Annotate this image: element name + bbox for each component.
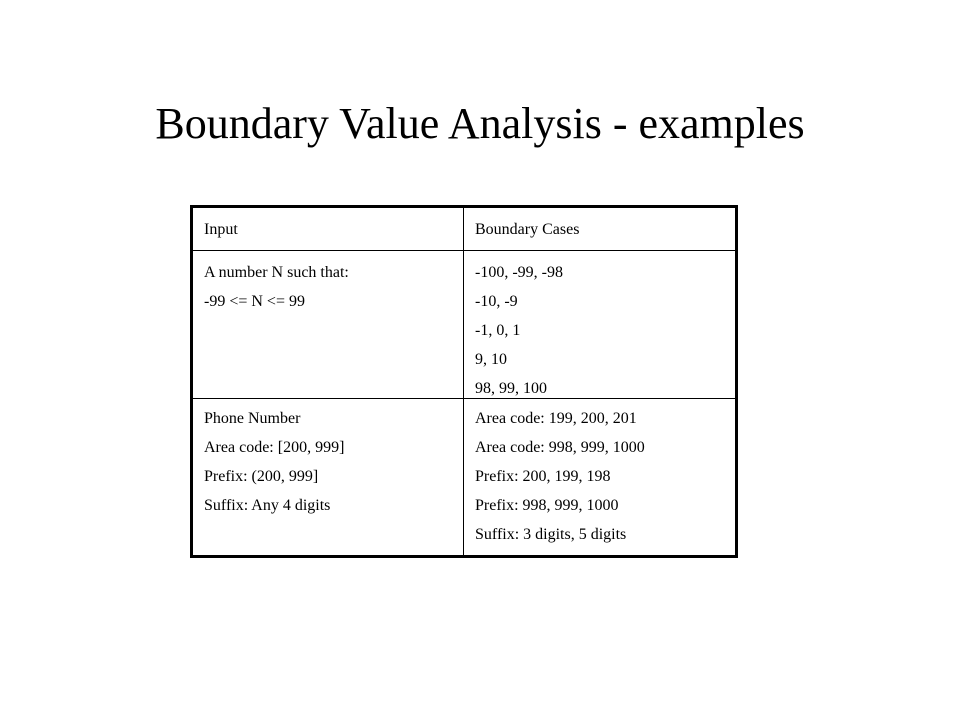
- row2-cases-cell: [464, 399, 737, 557]
- slide-title: Boundary Value Analysis - examples: [155, 99, 805, 148]
- row1-input-line: A number N such that:: [204, 264, 349, 281]
- row1-case-line: -1, 0, 1: [475, 322, 521, 339]
- header-boundary-cases: Boundary Cases: [464, 207, 737, 251]
- row2-input-line: Prefix: (200, 999]: [204, 468, 319, 485]
- row2-input-line: Area code: [200, 999]: [204, 439, 345, 456]
- row1-cases-cell: [464, 251, 737, 399]
- table-row: [192, 399, 737, 557]
- row2-case-line: Prefix: 998, 999, 1000: [475, 497, 619, 514]
- row2-input-cell: [192, 399, 464, 557]
- row2-case-line: Area code: 998, 999, 1000: [475, 439, 645, 456]
- table-row: [192, 251, 737, 399]
- header-input: Input: [192, 207, 464, 251]
- table-header-row: [192, 207, 737, 251]
- row1-input-line: -99 <= N <= 99: [204, 293, 305, 310]
- row1-case-line: -100, -99, -98: [475, 264, 563, 281]
- row2-input-line: Suffix: Any 4 digits: [204, 497, 331, 514]
- row1-case-line: -10, -9: [475, 293, 518, 310]
- row2-case-line: Prefix: 200, 199, 198: [475, 468, 611, 485]
- row2-case-line: Suffix: 3 digits, 5 digits: [475, 526, 627, 543]
- row2-case-line: Area code: 199, 200, 201: [475, 410, 637, 427]
- row1-case-line: 98, 99, 100: [475, 380, 547, 397]
- boundary-cases-table: [190, 205, 738, 558]
- row2-input-line: Phone Number: [204, 410, 301, 427]
- row1-input-cell: [192, 251, 464, 399]
- row1-case-line: 9, 10: [475, 351, 507, 368]
